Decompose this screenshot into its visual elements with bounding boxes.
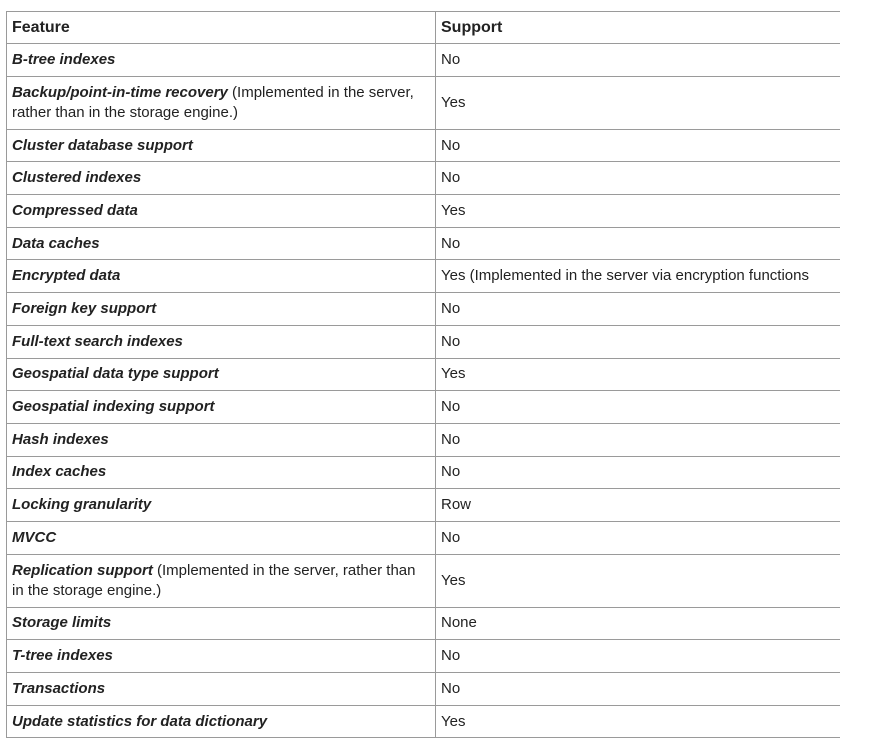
table-row: [7, 325, 841, 358]
table-row: [7, 423, 841, 456]
header-feature: Feature: [7, 12, 436, 44]
feature-note: (Implemented in the server, rather than in the storage engine.): [12, 561, 416, 599]
table-row: [7, 673, 841, 706]
feature-cell: [7, 673, 436, 706]
table-row: [7, 456, 841, 489]
feature-name: Geospatial indexing support: [12, 398, 215, 416]
support-cell: Yes: [436, 554, 841, 607]
feature-name: MVCC: [12, 528, 57, 546]
table-row: [7, 162, 841, 195]
table-row: [7, 640, 841, 673]
support-cell: No: [436, 673, 841, 706]
support-cell: No: [436, 521, 841, 554]
support-cell: Row: [436, 489, 841, 522]
feature-cell: [7, 391, 436, 424]
table-row: [7, 195, 841, 228]
feature-cell: [7, 325, 436, 358]
table-row: [7, 44, 841, 77]
feature-cell: [7, 195, 436, 228]
support-cell: No: [436, 640, 841, 673]
support-cell: No: [436, 44, 841, 77]
feature-name: B-tree indexes: [12, 50, 116, 68]
feature-cell: [7, 423, 436, 456]
feature-name: Full-text search indexes: [12, 332, 183, 350]
feature-cell: [7, 162, 436, 195]
feature-name: Storage limits: [12, 614, 112, 632]
table-row: [7, 129, 841, 162]
feature-cell: [7, 227, 436, 260]
support-cell: No: [436, 129, 841, 162]
feature-name: Replication support: [12, 561, 153, 579]
support-cell: No: [436, 325, 841, 358]
table-row: [7, 489, 841, 522]
feature-name: Foreign key support: [12, 299, 157, 317]
feature-name: Hash indexes: [12, 430, 109, 448]
feature-cell: [7, 489, 436, 522]
feature-name: Update statistics for data dictionary: [12, 712, 268, 730]
table-row: [7, 705, 841, 738]
table-row: [7, 391, 841, 424]
support-cell: No: [436, 227, 841, 260]
table-row: [7, 227, 841, 260]
feature-name: T-tree indexes: [12, 647, 113, 665]
feature-cell: [7, 705, 436, 738]
feature-cell: [7, 129, 436, 162]
support-cell: Yes: [436, 358, 841, 391]
support-cell: No: [436, 391, 841, 424]
feature-name: Geospatial data type support: [12, 365, 219, 383]
table-row: [7, 521, 841, 554]
feature-support-table: [6, 11, 840, 738]
feature-note: (Implemented in the server, rather than in the storage engine.): [12, 83, 414, 121]
header-support: Support: [436, 12, 841, 44]
feature-name: Transactions: [12, 679, 106, 697]
support-cell: None: [436, 607, 841, 640]
feature-cell: [7, 640, 436, 673]
support-cell: Yes: [436, 76, 841, 129]
feature-cell: [7, 521, 436, 554]
feature-cell: [7, 607, 436, 640]
support-cell: Yes: [436, 705, 841, 738]
feature-cell: [7, 260, 436, 293]
feature-cell: [7, 76, 436, 129]
feature-cell: [7, 293, 436, 326]
feature-name: Locking granularity: [12, 496, 152, 514]
feature-cell: [7, 554, 436, 607]
feature-name: Encrypted data: [12, 267, 121, 285]
support-cell: No: [436, 162, 841, 195]
feature-name: Clustered indexes: [12, 169, 142, 187]
table-row: [7, 554, 841, 607]
support-cell: No: [436, 423, 841, 456]
support-cell: No: [436, 293, 841, 326]
feature-name: Index caches: [12, 463, 107, 481]
feature-name: Cluster database support: [12, 136, 193, 154]
table-row: [7, 293, 841, 326]
support-cell: Yes (Implemented in the server via encryption functions: [436, 260, 841, 293]
table-row: [7, 260, 841, 293]
table-row: [7, 358, 841, 391]
table-header-row: [7, 12, 841, 44]
feature-name: Data caches: [12, 234, 100, 252]
feature-name: Backup/point-in-time recovery: [12, 83, 228, 101]
table-row: [7, 76, 841, 129]
feature-name: Compressed data: [12, 201, 138, 219]
support-cell: Yes: [436, 195, 841, 228]
feature-support-table-container: [6, 11, 840, 738]
feature-cell: [7, 456, 436, 489]
feature-cell: [7, 358, 436, 391]
feature-cell: [7, 44, 436, 77]
support-cell: No: [436, 456, 841, 489]
table-row: [7, 607, 841, 640]
